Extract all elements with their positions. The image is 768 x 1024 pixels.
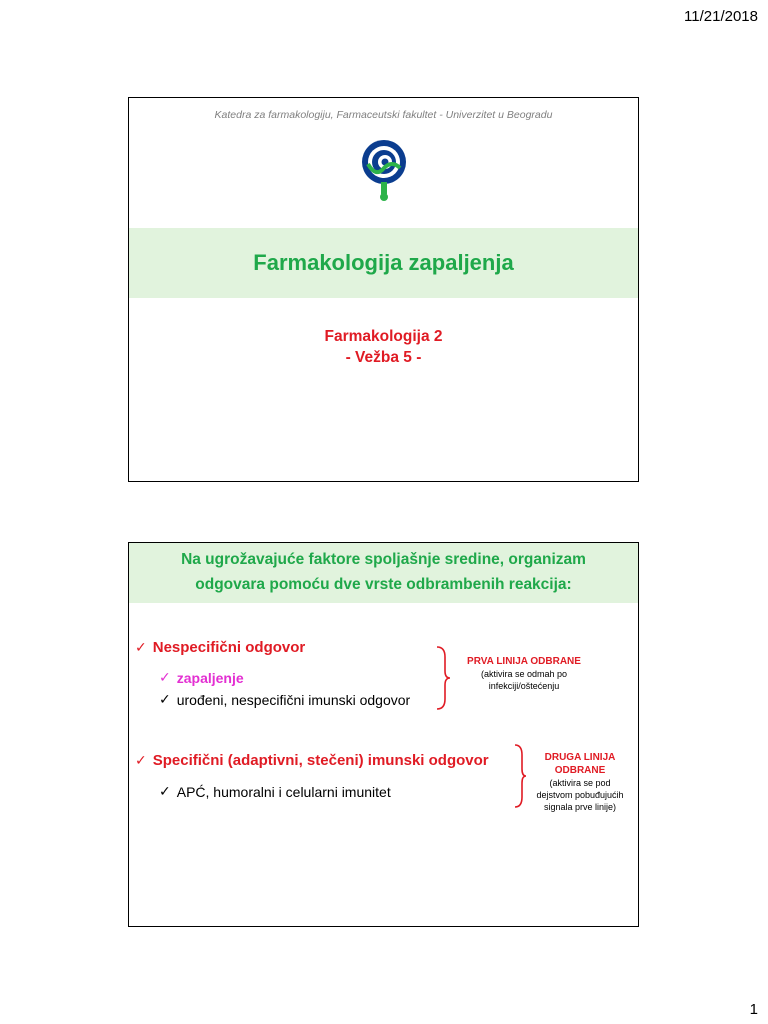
checkmark-icon: ✓ bbox=[159, 669, 171, 685]
subtitle-exercise: - Vežba 5 - bbox=[345, 349, 422, 366]
note-second-line-title-2: ODBRANE bbox=[554, 765, 606, 776]
subtitle-course: Farmakologija 2 bbox=[324, 328, 443, 345]
slide-defense bbox=[128, 542, 639, 927]
page-number: 1 bbox=[749, 1001, 758, 1018]
heading-line-2: odgovara pomoću dve vrste odbrambenih reakcija: bbox=[195, 576, 572, 593]
note-second-line-desc-1: (aktivira se pod bbox=[549, 778, 611, 788]
slide-title-text: Farmakologija zapaljenja bbox=[253, 250, 514, 275]
bullet-specific bbox=[135, 752, 489, 769]
bullet-nonspecific bbox=[135, 639, 305, 656]
sub-bullet-innate bbox=[159, 691, 410, 708]
title-band bbox=[129, 228, 638, 298]
bullet-specific-text: Specifični (adaptivni, stečeni) imunski odgovor bbox=[152, 752, 489, 769]
slide-subtitle bbox=[129, 326, 638, 368]
sub-bullet-apc-text: APĆ, humoralni i celularni imunitet bbox=[176, 783, 391, 800]
note-first-line-title: PRVA LINIJA ODBRANE bbox=[467, 656, 581, 667]
heading-line-1: Na ugrožavajuće faktore spoljašnje sredine, organizam bbox=[181, 551, 586, 568]
sub-bullet-inflammation-text: zapaljenje bbox=[176, 669, 244, 686]
sub-bullet-inflammation bbox=[159, 669, 244, 686]
note-first-line-desc-1: (aktivira se odmah po bbox=[480, 669, 568, 679]
checkmark-icon: ✓ bbox=[135, 639, 147, 655]
note-second-line bbox=[521, 751, 639, 813]
sub-bullet-innate-text: urođeni, nespecifični imunski odgovor bbox=[176, 691, 411, 708]
note-second-line-title-1: DRUGA LINIJA bbox=[544, 752, 616, 763]
bullet-nonspecific-text: Nespecifični odgovor bbox=[152, 639, 306, 656]
sub-bullet-apc bbox=[159, 783, 391, 800]
slide-title bbox=[128, 97, 639, 482]
checkmark-icon: ✓ bbox=[135, 752, 147, 768]
note-second-line-desc-3: signala prve linije) bbox=[543, 802, 617, 812]
department-line: Katedra za farmakologiju, Farmaceutski fakultet - Univerzitet u Beogradu bbox=[214, 109, 553, 121]
note-second-line-desc-2: dejstvom pobuđujućih bbox=[536, 790, 624, 800]
checkmark-icon: ✓ bbox=[159, 783, 171, 799]
spiral-logo-icon bbox=[358, 138, 410, 204]
slide-heading bbox=[129, 543, 638, 603]
note-first-line-desc-2: infekciji/oštećenju bbox=[488, 681, 560, 691]
print-date: 11/21/2018 bbox=[684, 8, 758, 25]
checkmark-icon: ✓ bbox=[159, 691, 171, 707]
note-first-line bbox=[449, 655, 599, 692]
